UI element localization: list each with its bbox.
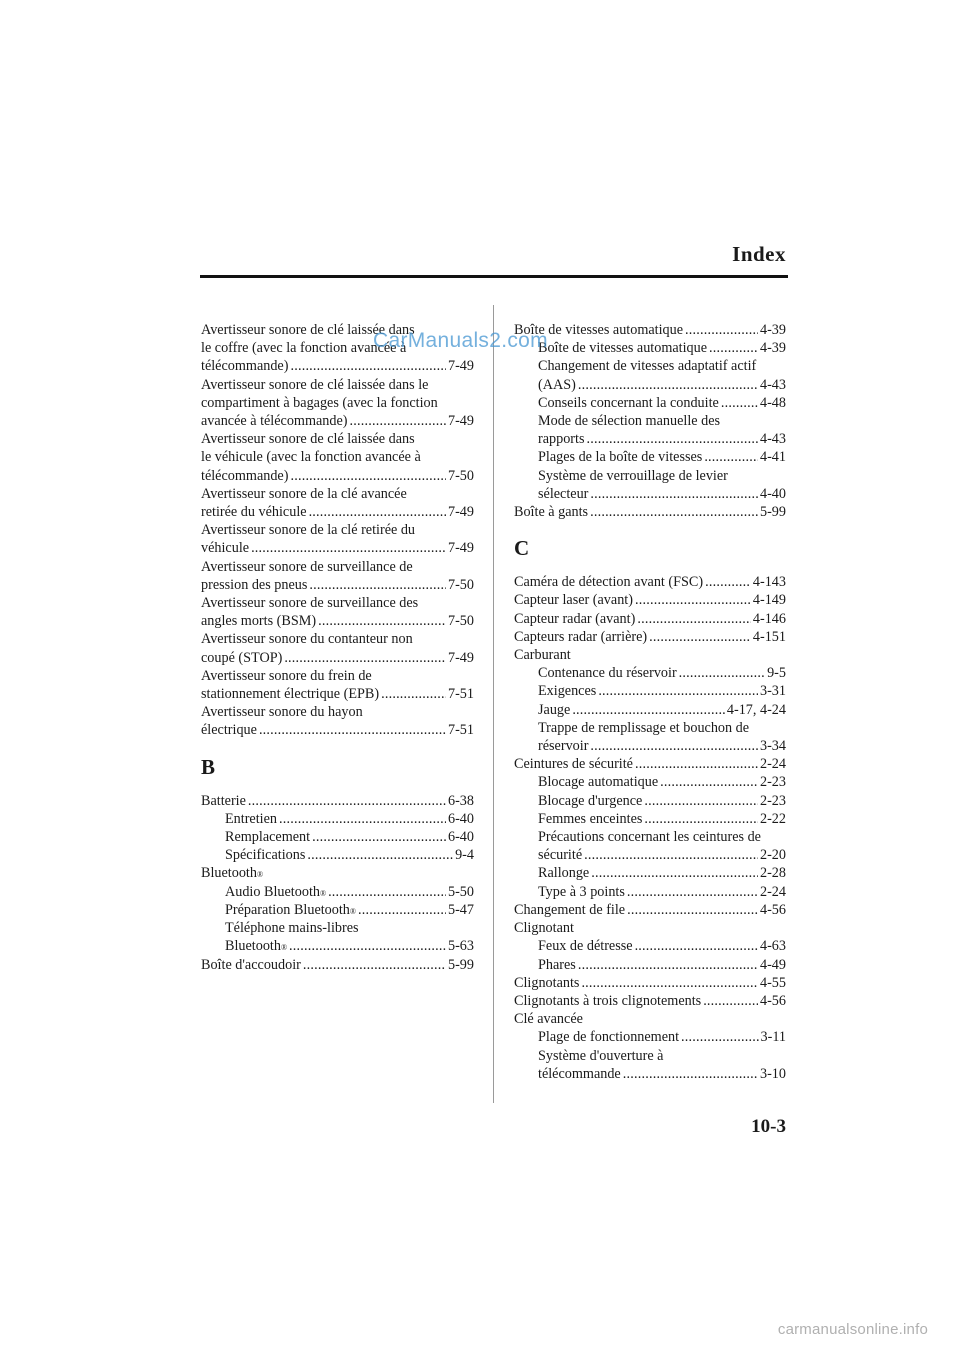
index-subentry (514, 864, 786, 882)
index-page-ref: 4-56 (759, 992, 786, 1009)
index-letter-heading: B (201, 754, 216, 779)
watermark-bottom: carmanualsonline.info (777, 1321, 928, 1338)
dot-leader (590, 485, 758, 503)
index-entry-text-line: Avertisseur sonore de clé laissée dans (201, 322, 415, 338)
index-entry-label: Remplacement (225, 829, 311, 846)
dot-leader (584, 846, 758, 864)
dot-leader (581, 974, 758, 992)
index-entry-label: Préparation Bluetooth (225, 901, 350, 918)
index-entry-label: retirée du véhicule (201, 504, 307, 521)
watermark-top: CarManuals2.com (373, 329, 548, 352)
dot-leader (279, 810, 446, 828)
index-subentry (514, 448, 786, 466)
index-entry-label: Spécifications (225, 847, 306, 864)
dot-leader (635, 591, 751, 609)
index-subentry (514, 956, 786, 974)
index-entry (201, 956, 474, 974)
dot-leader (703, 992, 758, 1010)
index-entry (514, 974, 786, 992)
index-entry (514, 573, 786, 591)
dot-leader (649, 628, 751, 646)
index-column-left (201, 321, 474, 974)
index-entry (514, 591, 786, 609)
index-entry-text-line: Système de verrouillage de levier (538, 467, 728, 484)
index-page-ref: 7-51 (447, 722, 474, 739)
dot-leader (590, 503, 758, 521)
index-entry: Bluetooth ® (201, 865, 264, 882)
index-entry-text-line: Téléphone mains-libres (225, 920, 359, 937)
index-entry-label: Boîte de vitesses automatique (538, 340, 708, 357)
index-entry (201, 430, 474, 485)
index-entry (514, 610, 786, 628)
index-entry-text-line: Avertisseur sonore de surveillance des (201, 595, 419, 612)
index-entry-label: électrique (201, 722, 257, 739)
dot-leader (259, 721, 446, 739)
index-page-ref: 7-49 (447, 504, 474, 521)
index-page-ref: 4-39 (759, 340, 786, 357)
dot-leader (704, 448, 758, 466)
index-subentry (514, 467, 786, 503)
index-entry-text-line: Avertisseur sonore de clé laissée dans (201, 431, 415, 448)
index-page-ref: 3-11 (760, 1029, 786, 1046)
index-entry-label: Contenance du réservoir (538, 665, 677, 682)
index-entry (201, 792, 474, 810)
index-page-ref: 5-47 (447, 901, 474, 918)
index-entry-label: Entretien (225, 810, 277, 827)
index-page-ref: 7-49 (447, 413, 474, 430)
index-page-ref: 4-43 (759, 376, 786, 393)
index-column-right (514, 321, 786, 1083)
index-subentry (514, 664, 786, 682)
index-entry-label: Jauge (538, 701, 571, 718)
index-entry-label: Plage de fonctionnement (538, 1029, 680, 1046)
index-page-ref: 4-149 (752, 592, 786, 609)
index-page-ref: 2-20 (759, 847, 786, 864)
index-entry-text-line: Avertisseur sonore du frein de (201, 667, 372, 684)
index-entry (201, 594, 474, 630)
index-entry (201, 630, 474, 666)
index-entry-label: télécommande) (201, 467, 289, 484)
index-subentry: Audio Bluetooth ® ..... 5-50 (201, 883, 474, 901)
index-entry-label: stationnement électrique (EPB) (201, 686, 380, 703)
index-entry-label: Type à 3 points (538, 883, 625, 900)
dot-leader (587, 430, 758, 448)
dot-leader (251, 539, 446, 557)
index-entry (514, 628, 786, 646)
index-subentry: Téléphone mains-libres Bluetooth ® ..... 5-63 (201, 919, 474, 955)
dot-leader (627, 883, 758, 901)
index-entry-label: Feux de détresse (538, 938, 633, 955)
index-entry-text-line: Avertisseur sonore de la clé avancée (201, 485, 407, 502)
dot-leader (289, 937, 446, 955)
column-divider (493, 305, 494, 1103)
dot-leader (358, 901, 446, 919)
index-page-ref: 3-10 (759, 1065, 786, 1082)
index-entry-text-line: Avertisseur sonore du contanteur non (201, 631, 413, 648)
index-page-ref: 4-17, 4-24 (726, 701, 786, 718)
index-page-ref: 4-41 (759, 449, 786, 466)
index-page-ref: 4-146 (752, 610, 786, 627)
index-entry-label: Audio Bluetooth (225, 883, 320, 900)
index-entry-label: Blocage d'urgence (538, 792, 643, 809)
index-entry-text-line: Trappe de remplissage et bouchon de (538, 719, 750, 736)
index-page-ref: 6-38 (447, 792, 474, 809)
index-entry (201, 558, 474, 594)
dot-leader (578, 956, 758, 974)
dot-leader (685, 321, 758, 339)
index-subentry: Préparation Bluetooth ® ..... 5-47 (201, 901, 474, 919)
index-page-ref: 3-31 (759, 683, 786, 700)
index-entry (514, 503, 786, 521)
dot-leader (591, 864, 758, 882)
index-entry (201, 485, 474, 521)
index-page-ref: 7-50 (447, 576, 474, 593)
index-entry-text-line: Changement de vitesses adaptatif actif (538, 358, 757, 375)
header-rule (200, 275, 788, 278)
dot-leader (350, 412, 446, 430)
index-page-ref: 5-99 (759, 504, 786, 521)
index-entry-label: Rallonge (538, 865, 590, 882)
dot-leader (635, 755, 758, 773)
index-subentry (514, 682, 786, 700)
dot-leader (679, 664, 765, 682)
index-entry-label: (AAS) (538, 376, 576, 393)
index-page-ref: 6-40 (447, 829, 474, 846)
index-entry-label: angles morts (BSM) (201, 613, 317, 630)
index-entry-label: véhicule (201, 540, 250, 557)
index-entry-label: Carburant (514, 647, 571, 664)
index-subentry (514, 810, 786, 828)
index-page-ref: 7-51 (447, 686, 474, 703)
index-page-ref: 4-63 (759, 938, 786, 955)
dot-leader (644, 792, 758, 810)
index-page-ref: 4-49 (759, 956, 786, 973)
index-entry-label: Changement de file (514, 901, 626, 918)
dot-leader (290, 357, 446, 375)
index-page-ref: 5-50 (447, 883, 474, 900)
index-page-ref: 7-50 (447, 467, 474, 484)
index-page-ref: 5-63 (447, 938, 474, 955)
dot-leader (644, 810, 758, 828)
dot-leader (328, 883, 446, 901)
index-entry-label: Plages de la boîte de vitesses (538, 449, 703, 466)
index-page-ref: 4-40 (759, 485, 786, 502)
index-entry-label: Capteur radar (avant) (514, 610, 636, 627)
index-entry-text-line: Avertisseur sonore de la clé retirée du (201, 522, 416, 539)
index-entry-text-line: Précautions concernant les ceintures de (538, 829, 761, 846)
index-page-ref: 4-151 (752, 628, 786, 645)
index-letter-heading: C (514, 536, 530, 561)
index-page-ref: 4-56 (759, 901, 786, 918)
dot-leader (303, 956, 446, 974)
dot-leader (721, 394, 758, 412)
index-entry-label: Clé avancée (514, 1011, 583, 1028)
dot-leader (381, 685, 446, 703)
index-subentry (201, 810, 474, 828)
index-page-ref: 3-34 (759, 738, 786, 755)
index-subentry (514, 1028, 786, 1046)
dot-leader (705, 573, 751, 591)
index-page-ref: 4-39 (759, 322, 786, 338)
index-entry-label: Bluetooth (225, 938, 281, 955)
index-entry-label: réservoir (538, 738, 589, 755)
index-entry-label: Conseils concernant la conduite (538, 394, 719, 411)
index-entry-text-line: Système d'ouverture à (538, 1047, 664, 1064)
index-entry-text-line: Avertisseur sonore de surveillance de (201, 558, 413, 575)
index-page-ref: 2-23 (759, 792, 786, 809)
index-entry-label: Phares (538, 956, 576, 973)
dot-leader (590, 737, 758, 755)
index-entry (514, 992, 786, 1010)
dot-leader (627, 901, 758, 919)
index-page-ref: 5-99 (447, 956, 474, 973)
index-subentry (514, 339, 786, 357)
index-entry (514, 755, 786, 773)
index-entry-label: rapports (538, 431, 585, 448)
index-entry-label: Boîte d'accoudoir (201, 956, 301, 973)
index-page-ref: 2-24 (759, 883, 786, 900)
page-number: 10-3 (751, 1116, 786, 1137)
index-entry (201, 376, 474, 431)
dot-leader (307, 846, 453, 864)
index-page-ref: 9-4 (455, 847, 474, 864)
index-entry-label: coupé (STOP) (201, 649, 283, 666)
index-subentry (514, 773, 786, 791)
index-subentry (514, 719, 786, 755)
dot-leader (660, 773, 758, 791)
dot-leader (248, 792, 446, 810)
index-subentry (514, 394, 786, 412)
index-entry-text-line: compartiment à bagages (avec la fonction (201, 394, 438, 411)
index-subentry (514, 937, 786, 955)
index-page-ref: 7-50 (447, 613, 474, 630)
index-page-ref: 7-49 (447, 540, 474, 557)
index-page-ref: 2-23 (759, 774, 786, 791)
index-entry-label: Ceintures de sécurité (514, 756, 633, 773)
dot-leader (681, 1028, 758, 1046)
index-entry-text-line: Avertisseur sonore de clé laissée dans le (201, 376, 429, 393)
index-subentry (201, 828, 474, 846)
index-subentry (514, 828, 786, 864)
index-page-ref: 2-28 (759, 865, 786, 882)
index-entry-label: Exigences (538, 683, 597, 700)
index-entry-label: Capteur laser (avant) (514, 592, 633, 609)
dot-leader (623, 1065, 758, 1083)
index-page-ref: 4-48 (759, 394, 786, 411)
index-entry (514, 321, 786, 339)
index-entry-label: sécurité (538, 847, 583, 864)
index-page-ref: 6-40 (447, 810, 474, 827)
index-entry (201, 521, 474, 557)
index-page-ref: 4-55 (759, 974, 786, 991)
index-page-ref: 2-24 (759, 756, 786, 773)
index-entry-label: Clignotants à trois clignotements (514, 992, 702, 1009)
index-page-ref: 2-22 (759, 810, 786, 827)
index-entry-text-line: le véhicule (avec la fonction avancée à (201, 449, 421, 466)
index-entry-label: Clignotant (514, 920, 574, 937)
dot-leader (709, 339, 758, 357)
dot-leader (598, 682, 758, 700)
index-entry (514, 901, 786, 919)
index-entry-label: Blocage automatique (538, 774, 659, 791)
index-page-ref: 4-43 (759, 431, 786, 448)
index-entry-label: avancée à télécommande) (201, 413, 348, 430)
index-page-ref: 9-5 (767, 665, 786, 682)
index-entry-label: Caméra de détection avant (FSC) (514, 574, 704, 591)
index-entry-label: Clignotants (514, 974, 580, 991)
dot-leader (318, 612, 446, 630)
index-entry-label: Batterie (201, 792, 246, 809)
index-entry-label: télécommande (538, 1065, 621, 1082)
dot-leader (284, 649, 446, 667)
index-page-ref: 7-49 (447, 358, 474, 375)
index-entry-label: Boîte de vitesses automatique (514, 322, 684, 338)
index-subentry (514, 1047, 786, 1083)
index-entry-text-line: Mode de sélection manuelle des (538, 413, 721, 430)
index-entry-label: Femmes enceintes (538, 810, 643, 827)
index-entry (514, 919, 786, 937)
index-entry (201, 703, 474, 739)
index-subentry (514, 792, 786, 810)
dot-leader (572, 701, 725, 719)
index-entry-label: Bluetooth (201, 865, 257, 882)
index-entry (514, 646, 786, 664)
dot-leader (635, 937, 758, 955)
index-subentry (514, 883, 786, 901)
index-subentry (514, 357, 786, 393)
index-page-ref: 7-49 (447, 649, 474, 666)
index-subentry (514, 412, 786, 448)
index-entry-label: Boîte à gants (514, 504, 589, 521)
index-entry-label: sélecteur (538, 485, 589, 502)
index-page-ref: 4-143 (752, 574, 786, 591)
dot-leader (309, 576, 446, 594)
index-subentry (201, 846, 474, 864)
dot-leader (578, 376, 758, 394)
index-entry-text-line: le coffre (avec la fonction avancée à (201, 340, 407, 357)
page-header-title: Index (732, 242, 786, 266)
dot-leader (290, 467, 446, 485)
index-entry-label: pression des pneus (201, 576, 308, 593)
index-entry-label: Capteurs radar (arrière) (514, 628, 648, 645)
index-entry (201, 667, 474, 703)
index-entry-label: télécommande) (201, 358, 289, 375)
dot-leader (312, 828, 446, 846)
index-entry (514, 1010, 786, 1028)
dot-leader (637, 610, 751, 628)
index-entry-text-line: Avertisseur sonore du hayon (201, 704, 363, 721)
index-subentry (514, 701, 786, 719)
dot-leader (309, 503, 446, 521)
